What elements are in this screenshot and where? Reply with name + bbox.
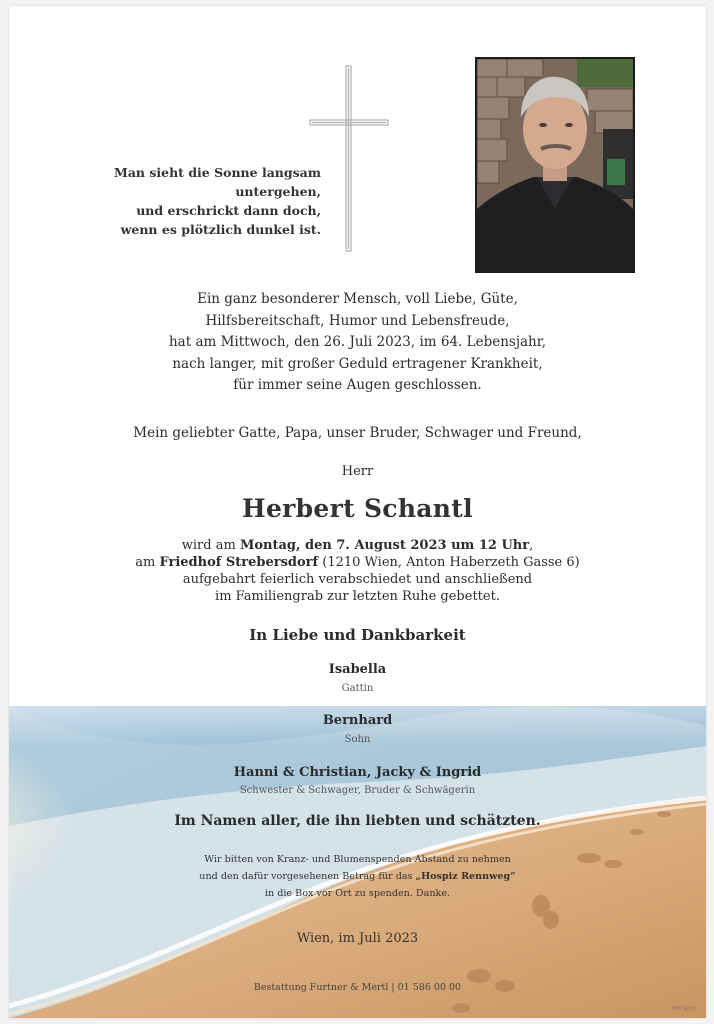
funeral-cemetery: Friedhof Strebersdorf: [159, 555, 319, 570]
obituary-sheet: [9, 6, 706, 1018]
mourner-relation: Sohn: [344, 734, 371, 745]
mourner-name: Bernhard: [322, 713, 393, 728]
mourner-name: Hanni & Christian, Jacky & Ingrid: [233, 765, 482, 780]
love-heading: In Liebe und Dankbarkeit: [249, 626, 466, 644]
intro-line-1: Ein ganz besonderer Mensch, voll Liebe, Güte,: [197, 291, 518, 307]
funeral-date-suffix: ,: [529, 538, 534, 553]
quote-line-3: wenn es plötzlich dunkel ist.: [120, 222, 321, 237]
donation-line-3: in die Box vor Ort zu spenden. Danke.: [264, 888, 451, 899]
mourner-name: Isabella: [328, 662, 387, 677]
funeral-place-prefix: am: [135, 555, 160, 570]
funeral-details: [9, 537, 706, 605]
intro-paragraph: [9, 289, 706, 397]
donation-line-2-text: und den dafür vorgesehenen Betrag für das: [199, 871, 416, 882]
address-line: Mein geliebter Gatte, Papa, unser Bruder, Schwager und Freund,: [133, 425, 582, 441]
salutation: Herr: [341, 464, 374, 479]
quote-line-2: und erschrickt dann doch,: [136, 203, 321, 218]
form-code: ©EP 9262: [670, 1006, 696, 1012]
funeral-line-3: aufgebahrt feierlich verabschiedet und anschließend: [182, 572, 533, 587]
portrait-photo: [475, 57, 635, 273]
place-date: Wien, im Juli 2023: [296, 931, 419, 946]
mourner-relation: Gattin: [341, 683, 374, 694]
funeral-line-2: [9, 554, 706, 571]
deceased-name: Herbert Schantl: [242, 494, 473, 523]
donation-line-1: Wir bitten von Kranz- und Blumenspenden Abstand zu nehmen: [204, 854, 511, 865]
funeral-home-footer: Bestattung Furtner & Mertl | 01 586 00 00: [253, 982, 462, 993]
intro-line-2: Hilfsbereitschaft, Humor und Lebensfreude,: [205, 312, 510, 329]
donation-note: [9, 851, 706, 902]
funeral-date: Montag, den 7. August 2023 um 12 Uhr: [239, 538, 530, 553]
funeral-line-4: im Familiengrab zur letzten Ruhe gebettet.: [215, 589, 500, 604]
funeral-line-1: [9, 537, 706, 554]
intro-line-4: nach langer, mit großer Geduld ertragener Krankheit,: [172, 355, 543, 372]
closing-line: Im Namen aller, die ihn liebten und schätzten.: [174, 813, 541, 829]
portrait-image: [477, 59, 633, 271]
donation-line-2: [9, 868, 706, 885]
funeral-date-prefix: wird am: [181, 538, 240, 553]
intro-line-5: für immer seine Augen geschlossen.: [233, 377, 482, 394]
quote-line-1: Man sieht die Sonne langsam untergehen,: [113, 165, 321, 199]
mourner-relation: Schwester & Schwager, Bruder & Schwägerin: [239, 785, 476, 796]
intro-line-3: hat am Mittwoch, den 26. Juli 2023, im 64. Lebensjahr,: [168, 334, 547, 351]
donation-recipient: „Hospiz Rennweg“: [415, 871, 516, 882]
funeral-address: (1210 Wien, Anton Haberzeth Gasse 6): [318, 555, 580, 570]
poem-quote: [31, 163, 321, 239]
